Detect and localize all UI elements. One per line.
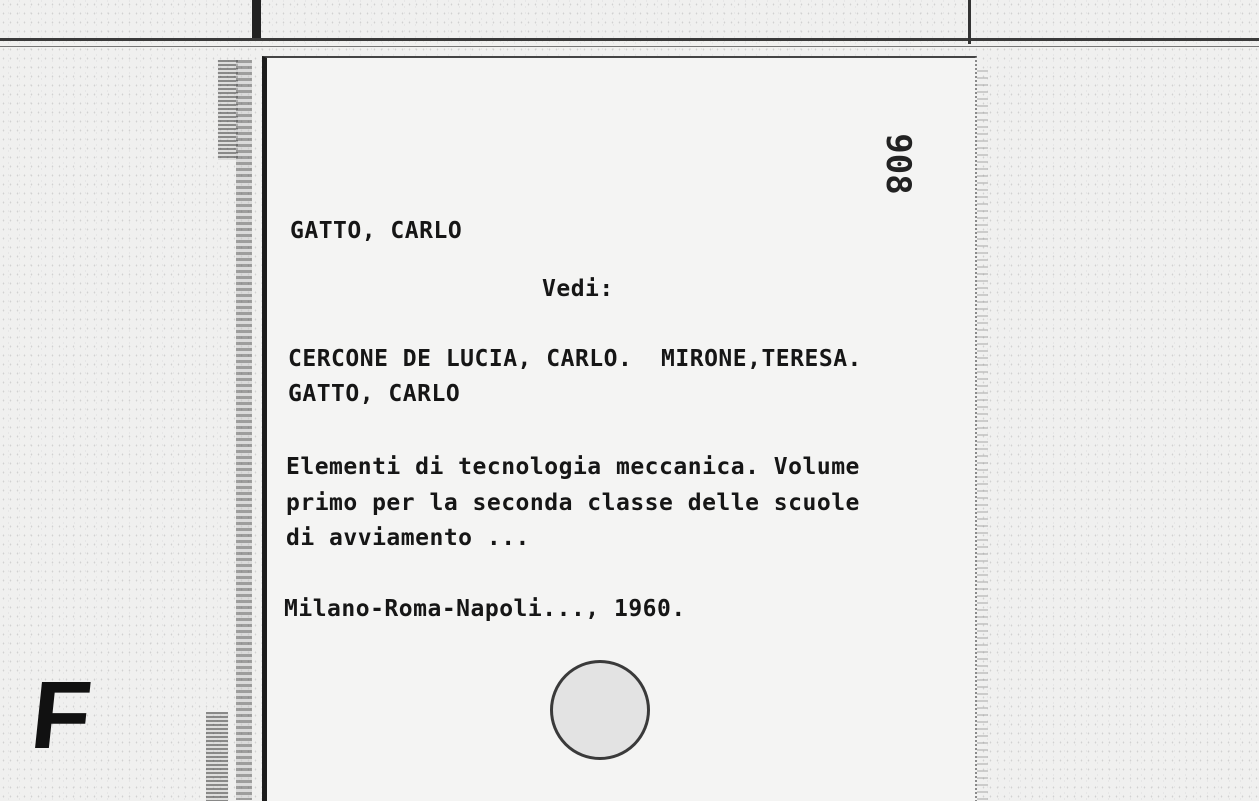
see-reference: Vedi:: [542, 276, 614, 302]
card-stack-edge: [236, 60, 252, 800]
card-edge-mark-bottom: [206, 712, 228, 801]
top-rule: [0, 38, 1259, 41]
authors-line-2: GATTO, CARLO: [288, 381, 461, 407]
card-edge-mark-top: [218, 60, 238, 160]
heading-name: GATTO, CARLO: [290, 218, 463, 244]
authors-line-1: CERCONE DE LUCIA, CARLO. MIRONE,TERESA.: [288, 346, 862, 372]
margin-letter: F: [26, 662, 97, 769]
top-left-tick: [252, 0, 261, 38]
call-number: 908: [878, 133, 918, 195]
punch-hole: [550, 660, 650, 760]
top-rule-secondary: [0, 46, 1259, 47]
title-line-2: primo per la seconda classe delle scuole: [286, 490, 860, 516]
top-right-tick: [968, 0, 971, 44]
imprint: Milano-Roma-Napoli..., 1960.: [284, 596, 686, 622]
title-line-1: Elementi di tecnologia meccanica. Volume: [286, 454, 860, 480]
title-line-3: di avviamento ...: [286, 525, 530, 551]
